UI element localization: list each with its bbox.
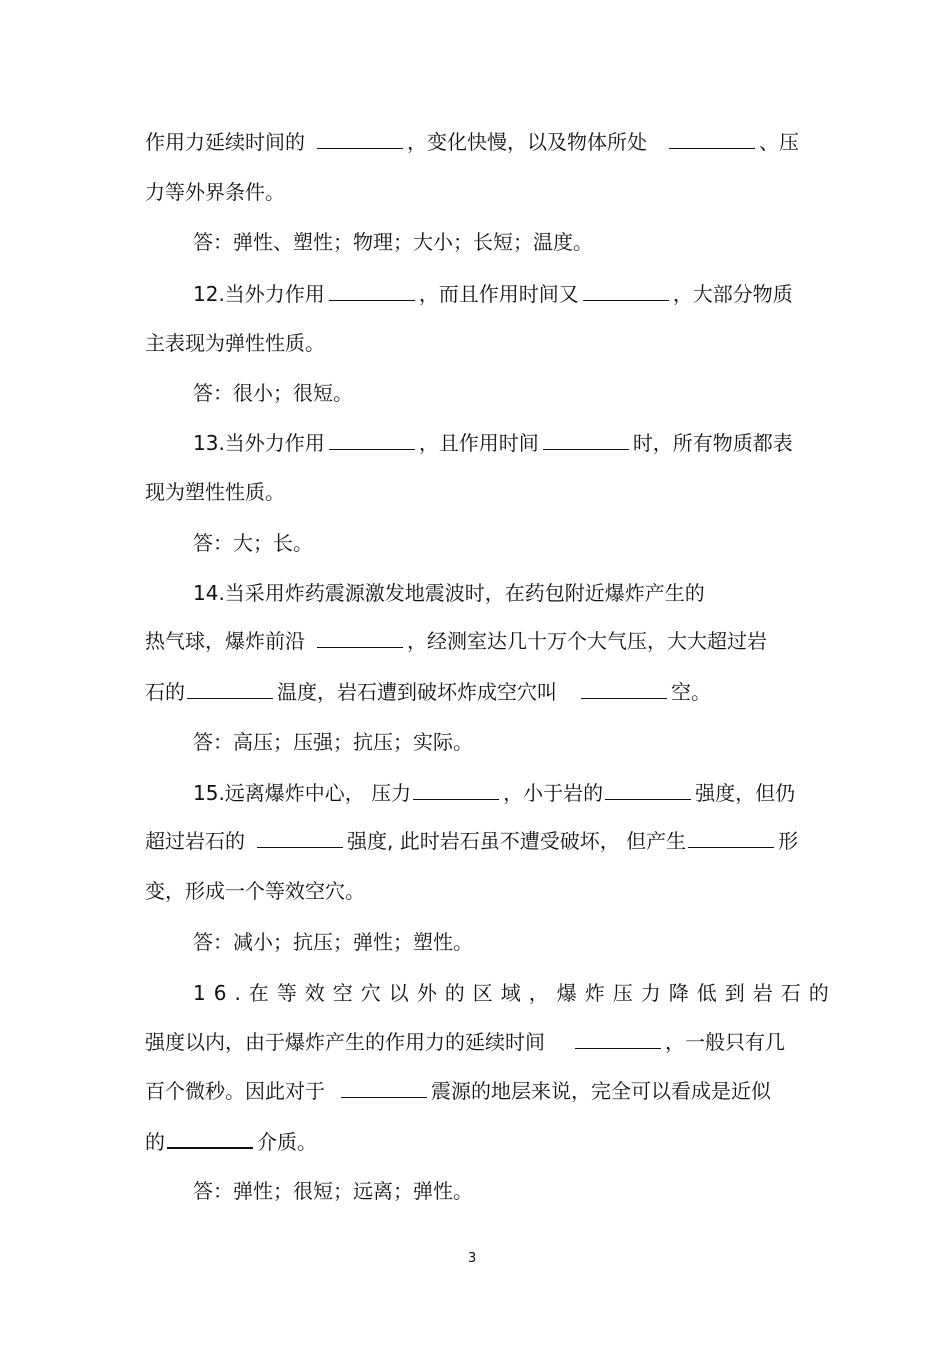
question-16-line-2 <box>145 1030 785 1054</box>
answer-blank <box>329 431 415 450</box>
text-segment: 13.当外力作用 <box>193 431 325 455</box>
answer-blank <box>669 130 755 149</box>
answer-blank <box>187 680 273 699</box>
question-16-line-4 <box>145 1129 317 1154</box>
answer-blank <box>583 282 669 301</box>
question-15-line-3: 变，形成一个等效空穴。 <box>145 879 365 903</box>
text-segment: 空。 <box>671 680 711 704</box>
question-13-line-2: 现为塑性性质。 <box>145 480 285 504</box>
text-line: 力等外界条件。 <box>145 180 285 204</box>
text-segment: 温度，岩石遭到破坏炸成空穴叫 <box>277 680 557 704</box>
text-segment: 、压 <box>759 130 799 154</box>
text-line <box>145 130 799 154</box>
answer-blank <box>581 680 667 699</box>
text-segment: ，且作用时间 <box>418 431 539 455</box>
answer-line: 答：大；长。 <box>193 531 313 555</box>
question-13-line-1 <box>193 431 793 455</box>
text-segment: 的 <box>145 1130 165 1154</box>
text-segment: ，而且作用时间又 <box>418 282 579 306</box>
answer-blank <box>317 629 403 648</box>
answer-blank <box>341 1079 427 1098</box>
text-segment: 强度，但仍 <box>695 781 796 805</box>
text-segment: ，一般只有几 <box>665 1030 785 1054</box>
text-segment: 超过岩石的 <box>145 829 245 853</box>
text-segment: 强度以内，由于爆炸产生的作用力的延续时间 <box>145 1030 545 1054</box>
answer-blank <box>329 282 415 301</box>
text-segment: ，变化快慢，以及物体所处 <box>407 130 647 154</box>
page-number: 3 <box>468 1251 477 1266</box>
text-segment: ，大部分物质 <box>672 282 793 306</box>
text-segment: 百个微秒。因此对于 <box>145 1079 325 1103</box>
text-segment: 形 <box>778 829 799 853</box>
text-segment: ，小于岩的 <box>503 781 604 805</box>
answer-blank <box>688 829 774 848</box>
question-14-line-3 <box>145 680 711 704</box>
question-15-line-2 <box>145 829 798 853</box>
question-14-line-2 <box>145 629 767 653</box>
question-12-line-2: 主表现为弹性性质。 <box>145 331 325 355</box>
text-segment: 热气球，爆炸前沿 <box>145 629 305 653</box>
question-16-line-3 <box>145 1079 771 1103</box>
answer-line: 答：弹性；很短；远离；弹性。 <box>193 1179 473 1203</box>
text-segment: 介质。 <box>257 1130 317 1154</box>
text-segment: 12.当外力作用 <box>193 282 325 306</box>
text-segment: 15.远离爆炸中心， 压力 <box>193 781 412 805</box>
question-14-line-1: 14.当采用炸药震源激发地震波时，在药包附近爆炸产生的 <box>193 581 705 605</box>
answer-blank <box>317 130 403 149</box>
text-segment: 作用力延续时间的 <box>145 130 305 154</box>
text-segment: ，经测室达几十万个大气压，大大超过岩 <box>407 629 767 653</box>
text-segment: 时，所有物质都表 <box>632 431 793 455</box>
answer-blank <box>543 431 629 450</box>
answer-blank <box>257 829 343 848</box>
text-segment: 强度, 此时岩石虽不遭受破坏， 但产生 <box>347 829 687 853</box>
answer-blank <box>167 1129 253 1149</box>
answer-line: 答：很小；很短。 <box>193 381 353 405</box>
question-16-line-1: 16.在等效空穴以外的区域，爆炸压力降低到岩石的 <box>193 981 837 1005</box>
answer-line: 答：高压；压强；抗压；实际。 <box>193 730 473 754</box>
answer-blank <box>605 781 691 800</box>
answer-blank <box>575 1030 661 1049</box>
answer-line: 答：弹性、塑性；物理；大小；长短；温度。 <box>193 230 593 254</box>
question-15-line-1 <box>193 781 795 805</box>
answer-line: 答：减小；抗压；弹性；塑性。 <box>193 930 473 954</box>
text-segment: 石的 <box>145 680 185 704</box>
text-segment: 震源的地层来说，完全可以看成是近似 <box>431 1079 771 1103</box>
answer-blank <box>413 781 499 800</box>
question-12-line-1 <box>193 282 793 306</box>
